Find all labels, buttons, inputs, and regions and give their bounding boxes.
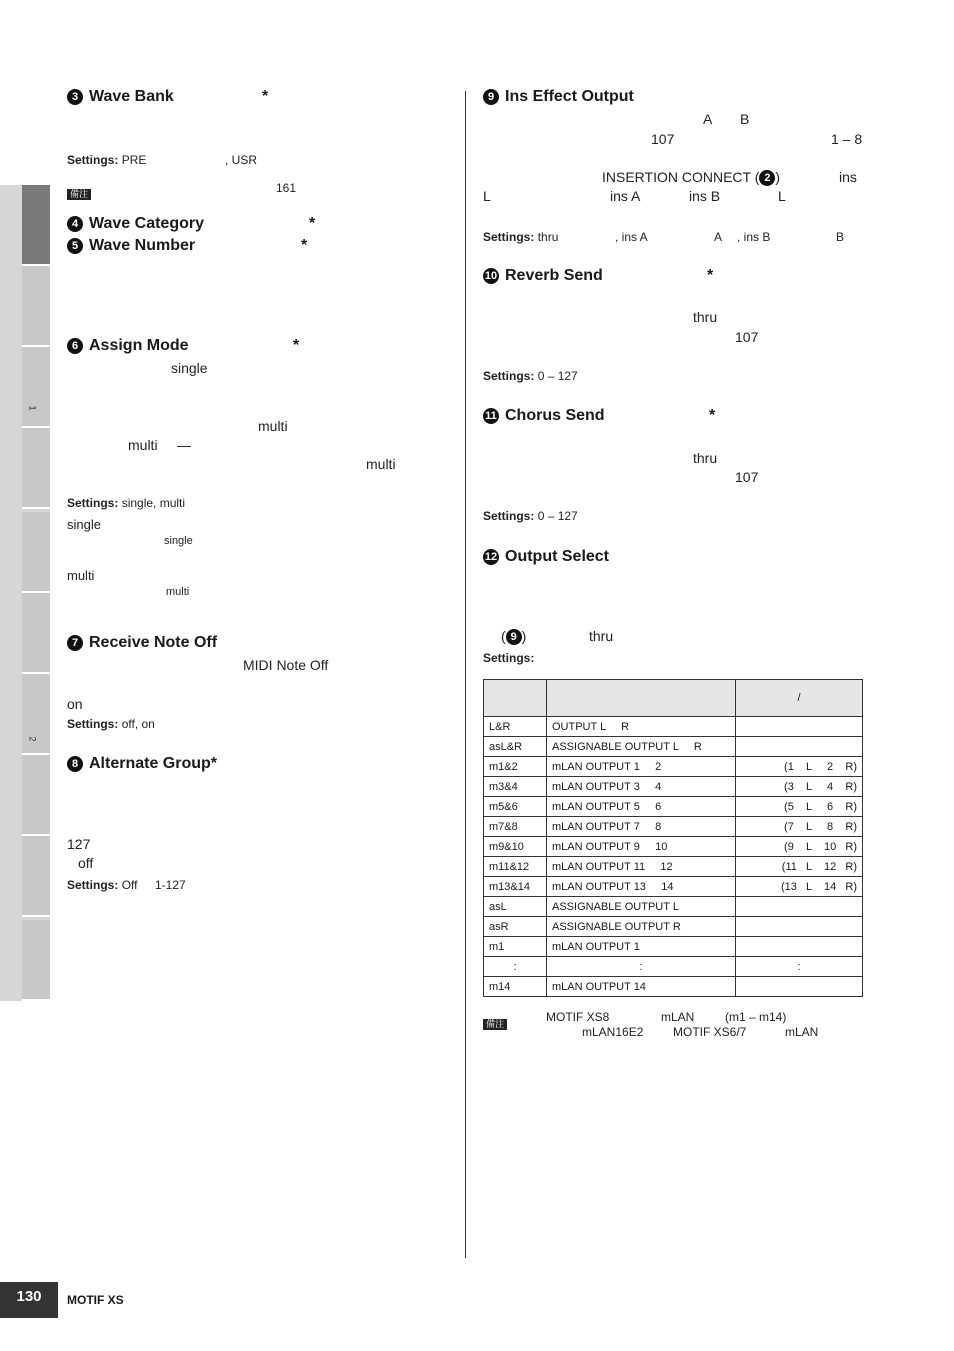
number-badge: 11 [483,408,499,424]
heading-text: Wave Number [89,237,196,254]
table-cell: (7 L 8 R) [736,817,863,837]
chapter-tab[interactable] [22,593,50,674]
settings-value: single, multi [121,496,186,510]
asterisk: * [709,407,716,424]
table-cell: asR [484,917,547,937]
reference-text [501,628,526,645]
setting-item-desc: single [164,535,193,547]
note-text: MOTIF XS8 [546,1010,610,1024]
number-badge: 3 [67,89,83,105]
settings-row [483,369,578,383]
table-row [484,837,863,857]
chapter-tab[interactable] [22,920,50,1001]
table-cell: ASSIGNABLE OUTPUT L [547,897,736,917]
settings-label [483,651,534,665]
settings-value: , ins A [615,230,648,244]
table-cell: mLAN OUTPUT 13 14 [547,877,736,897]
body-text: INSERTION CONNECT ( [602,169,760,185]
settings-label: Settings: [483,651,535,665]
body-text: A [703,111,713,127]
settings-row [67,878,137,892]
note-text: mLAN [785,1025,819,1039]
table-cell [736,737,863,757]
body-text: on [67,696,83,712]
settings-row [67,496,185,510]
asterisk: * [301,237,308,254]
table-cell: m5&6 [484,797,547,817]
chapter-tab[interactable] [22,836,50,917]
table-cell: m9&10 [484,837,547,857]
body-text: 107 [735,329,759,345]
table-cell: m13&14 [484,877,547,897]
body-text: multi [258,418,288,434]
table-row [484,937,863,957]
heading-text: Ins Effect Output [505,88,634,105]
table-cell: L&R [484,717,547,737]
heading-chorus-send [483,407,605,425]
table-header-cell [484,680,547,717]
table-cell: : [736,957,863,977]
heading-text: Wave Bank [89,88,174,105]
table-cell [736,977,863,997]
body-text: ins B [689,188,721,204]
settings-value: thru [537,230,559,244]
number-badge: 9 [506,629,522,645]
settings-label: Settings: [67,878,119,892]
settings-label: Settings: [67,717,119,731]
body-text: 127 [67,836,91,852]
table-row [484,797,863,817]
page-number: 130 [0,1282,58,1318]
note-text: MOTIF XS6/7 [673,1025,747,1039]
number-badge: 10 [484,270,498,282]
body-text: thru [693,450,718,466]
settings-label: Settings: [67,153,119,167]
table-row [484,737,863,757]
settings-value: PRE [121,153,147,167]
body-text: thru [589,628,614,644]
body-text: L [483,188,491,204]
table-cell: asL&R [484,737,547,757]
asterisk: * [262,88,269,105]
body-text: off [78,855,94,871]
table-cell: (13 L 14 R) [736,877,863,897]
table-cell: m1&2 [484,757,547,777]
heading-text: Chorus Send [505,407,605,424]
body-text: MIDI Note Off [243,657,329,673]
settings-value: 1-127 [155,878,186,892]
table-cell: (1 L 2 R) [736,757,863,777]
body-text: 107 [651,131,675,147]
number-badge: 12 [484,551,498,563]
note-icon: 備注 [483,1014,507,1032]
body-text: L [778,188,786,204]
table-cell: mLAN OUTPUT 9 10 [547,837,736,857]
page-reference: 161 [276,181,297,195]
body-text: ins A [610,188,641,204]
table-cell: ASSIGNABLE OUTPUT L R [547,737,736,757]
table-row [484,977,863,997]
table-cell: mLAN OUTPUT 11 12 [547,857,736,877]
settings-value: A [714,230,723,244]
table-cell: : [484,957,547,977]
settings-value: Off [121,878,138,892]
note-text: mLAN [661,1010,695,1024]
table-cell: m1 [484,937,547,957]
table-cell: mLAN OUTPUT 1 2 [547,757,736,777]
number-badge: 8 [67,756,83,772]
table-cell: : [547,957,736,977]
number-badge: 6 [67,338,83,354]
setting-item-desc: multi [166,586,190,598]
table-cell: (9 L 10 R) [736,837,863,857]
settings-value: off, on [121,717,155,731]
column-divider [465,91,466,1258]
number-badge: 9 [483,89,499,105]
heading-receive-note-off [67,634,217,652]
product-name: MOTIF XS [67,1293,124,1307]
table-header-row [484,680,863,717]
heading-text: Alternate Group* [89,755,218,772]
table-cell: m14 [484,977,547,997]
heading-text: Reverb Send [505,267,603,284]
chapter-tab[interactable] [22,512,50,593]
asterisk: * [293,337,300,354]
table-cell: OUTPUT L R [547,717,736,737]
table-cell [736,937,863,957]
table-cell: mLAN OUTPUT 7 8 [547,817,736,837]
table-cell: asL [484,897,547,917]
table-row [484,897,863,917]
table-cell: ASSIGNABLE OUTPUT R [547,917,736,937]
heading-text: Output Select [505,548,610,565]
settings-row [483,230,558,244]
settings-label: Settings: [483,509,535,523]
table-cell: m7&8 [484,817,547,837]
note-icon: 備注 [67,184,91,202]
table-row [484,757,863,777]
setting-item-single: single [67,517,101,532]
body-text: multi [128,437,158,453]
note-text: mLAN16E2 [582,1025,644,1039]
body-text: ) [775,169,781,185]
chapter-tab[interactable] [22,674,50,755]
body-text: thru [693,309,718,325]
table-body [484,717,863,997]
heading-wave-bank [67,88,174,106]
table-cell: m3&4 [484,777,547,797]
body-text: B [740,111,750,127]
settings-value: B [836,230,845,244]
body-text: — [177,437,191,453]
chapter-tab[interactable] [22,347,50,428]
settings-label: Settings: [67,496,119,510]
settings-row [483,509,578,523]
body-text: single [171,360,208,376]
tab-label-1: 1 [27,405,38,411]
table-cell: mLAN OUTPUT 3 4 [547,777,736,797]
table-row [484,957,863,977]
note-text: (m1 – m14) [725,1010,787,1024]
output-select-table [483,679,863,997]
settings-value: , USR [225,153,258,167]
body-text: 1 – 8 [831,131,863,147]
settings-label: Settings: [483,230,535,244]
settings-value: 0 – 127 [537,509,578,523]
table-row [484,877,863,897]
body-text [602,169,780,186]
body-text: ins [839,169,857,185]
table-cell: mLAN OUTPUT 14 [547,977,736,997]
settings-row [67,717,155,731]
heading-text: Wave Category [89,215,204,232]
settings-row [67,153,146,167]
table-cell: (5 L 6 R) [736,797,863,817]
setting-item-multi: multi [67,568,95,583]
table-cell [736,717,863,737]
heading-text: Assign Mode [89,337,189,354]
table-header-cell: / [736,680,863,717]
chapter-tab[interactable] [22,755,50,836]
table-row [484,857,863,877]
table-cell: mLAN OUTPUT 1 [547,937,736,957]
table-row [484,917,863,937]
number-badge: 2 [759,170,775,186]
table-cell [736,897,863,917]
number-badge: 5 [67,238,83,254]
body-text: 107 [735,469,759,485]
table-cell: (3 L 4 R) [736,777,863,797]
heading-wave-category [67,215,204,233]
heading-assign-mode [67,337,189,355]
settings-value: 0 – 127 [537,369,578,383]
tab-label-2: 2 [27,736,38,742]
heading-text: Receive Note Off [89,634,218,651]
asterisk: * [309,215,316,232]
body-text: multi [366,456,396,472]
number-badge: 7 [67,635,83,651]
body-text: ( [501,628,506,644]
heading-output-select [483,548,609,566]
body-text: ) [521,628,527,644]
table-row [484,717,863,737]
asterisk: * [707,267,714,284]
number-badge: 4 [67,216,83,232]
heading-reverb-send [483,267,603,285]
chapter-tab[interactable] [22,266,50,347]
table-cell: mLAN OUTPUT 5 6 [547,797,736,817]
heading-wave-number [67,237,195,255]
settings-label: Settings: [483,369,535,383]
table-row [484,777,863,797]
chapter-tab-active[interactable] [22,185,50,266]
table-cell: m11&12 [484,857,547,877]
heading-ins-effect-output [483,88,634,106]
chapter-tab-strip [0,185,50,1001]
table-cell [736,917,863,937]
chapter-tab[interactable] [22,428,50,509]
heading-alternate-group [67,755,217,773]
table-header-cell [547,680,736,717]
settings-value: , ins B [737,230,771,244]
table-row [484,817,863,837]
table-cell: (11 L 12 R) [736,857,863,877]
